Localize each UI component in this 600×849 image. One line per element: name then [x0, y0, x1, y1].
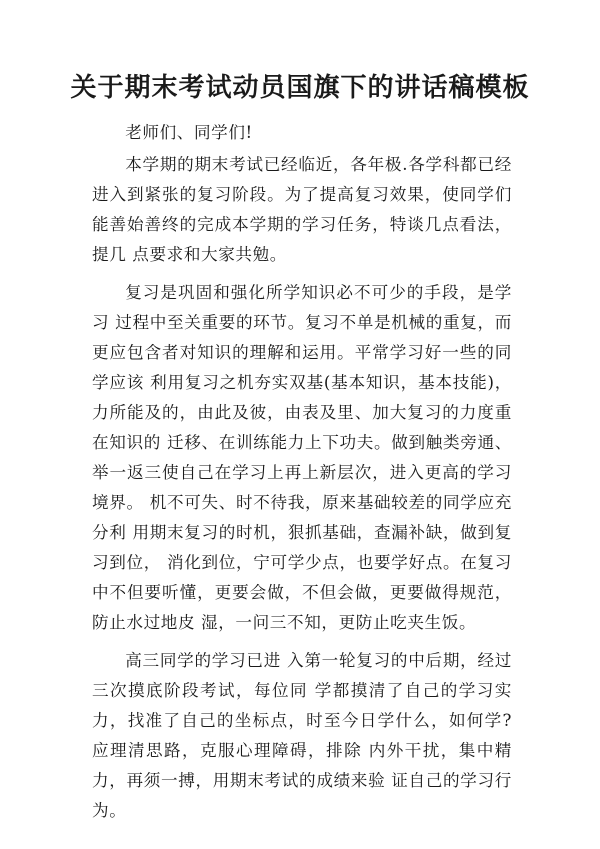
intro-paragraph: 本学期的期末考试已经临近，各年极.各学科都已经进入到紧张的复习阶段。为了提高复习效果，使同学们能善始善终的完成本学期的学习任务，特谈几点看法，提几 点要求和大家共勉。: [92, 155, 512, 264]
salutation-paragraph: 老师们、同学们!: [125, 123, 253, 142]
document-title: 关于期末考试动员国旗下的讲话稿模板: [70, 73, 530, 103]
document-body: [92, 118, 512, 834]
senior-students-paragraph: 高三同学的学习已进 入第一轮复习的中后期，经过三次摸底阶段考试，每位同 学都摸清了自己的学习实力，找准了自己的坐标点，时至今日学什么，如何学?应理清思路，克服心理障碍，排除 内外干扰，集中精力，再须一搏，用期末考试的成绩来验 证自己的学习行为。: [92, 651, 512, 820]
review-paragraph: 复习是巩固和强化所学知识必不可少的手段，是学习 过程中至关重要的环节。复习不单是机械的重复，而更应包含者对知识的理解和运用。平常学习好一些的同学应该 利用复习之机夯实双基(基本知识，基本技能)，力所能及的，由此及彼，由表及里、加大复习的力度重在知识的 迁移、在训练能力上下功夫。做到触类旁通、举一返三使自己在学习上再上新层次，进入更高的学习境界。 机不可失、时不待我，原来基础较差的同学应充分利 用期末复习的时机，狠抓基础，查漏补缺，做到复习到位， 消化到位，宁可学少点，也要学好点。在复习中不但要听懂，更要会做，不但会做，更要做得规范，防止水过地皮 湿，一问三不知，更防止吃夹生饭。: [92, 283, 512, 632]
